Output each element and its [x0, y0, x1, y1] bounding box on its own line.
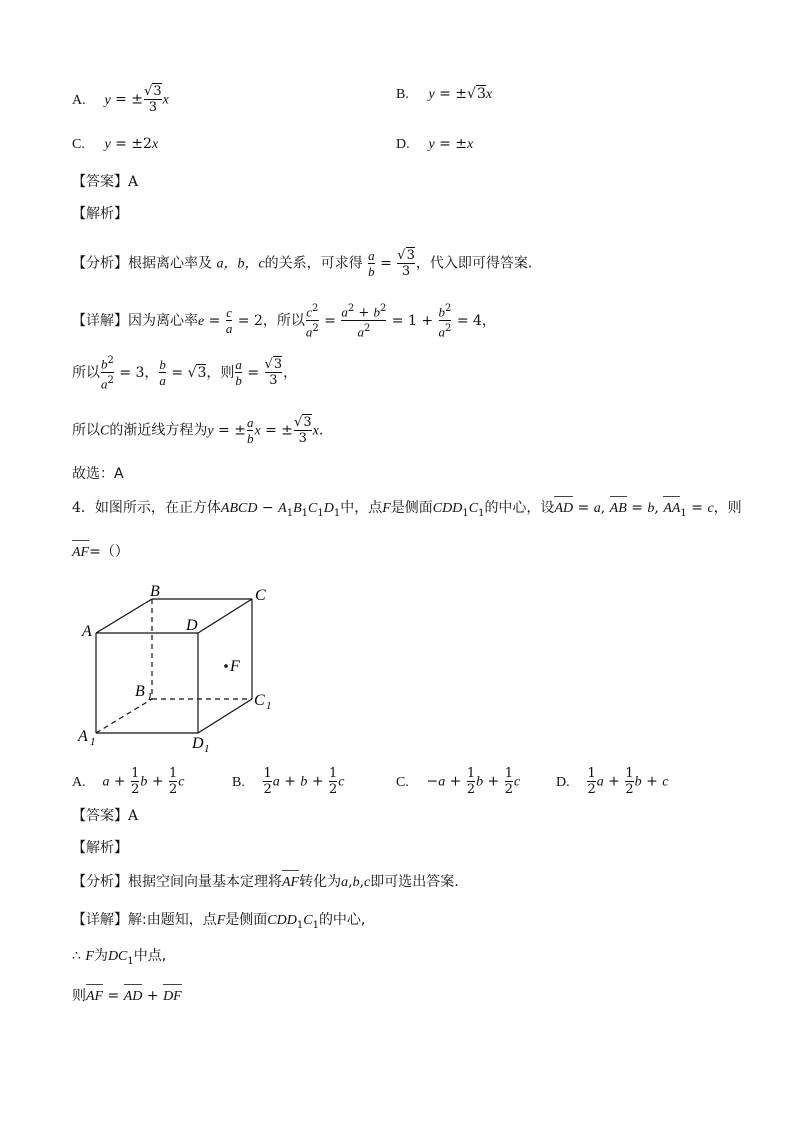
label-c1: C — [254, 692, 265, 709]
q3-option-d: D. y = ±x — [396, 136, 474, 152]
q4-stem-2: AF=（） — [72, 542, 129, 563]
cube-figure — [72, 578, 292, 753]
q3-asymptote: 所以C的渐近线方程为y = ± $\frac{a}{b}$ x = ± $\frac{√3}{3}$ x. — [72, 415, 324, 446]
q3-option-a: A. y = ± $\frac{√3}{3}$ x — [72, 84, 169, 115]
point-f — [224, 664, 228, 668]
q3-analysis-tag: 【解析】 — [72, 206, 128, 222]
q4-xiangjie: 【详解】解:由题知，点F是侧面$CDD_1C_1$的中心, — [72, 912, 366, 931]
label-a1: A — [78, 728, 88, 745]
label-a: A — [82, 623, 92, 640]
label-d1: D — [192, 735, 204, 752]
label-c1-sub: 1 — [266, 700, 272, 712]
label-d1-sub: 1 — [204, 743, 210, 753]
q3-answer: 【答案】A — [72, 174, 139, 190]
label-f: F — [230, 658, 240, 675]
q4-stem: 4．如图所示，在正方体ABCD − $A_1B_1C_1D_1$中，点F是侧面$CDD_1C_1$的中心，设AD = a, AB = b, $AA_1 = c$，则 — [72, 500, 742, 519]
q4-answer: 【答案】A — [72, 808, 139, 824]
label-b: B — [150, 583, 160, 600]
q3-line-b2a2: 所以 $\frac{b^2}{a^2}$ = 3， $\frac{b}{a}$ = √3，则 $\frac{a}{b}$ = $\frac{√3}{3}$ ， — [72, 355, 298, 392]
q4-option-c: C. −a + $\frac{1}{2}$ b + $\frac{1}{2}$ c — [396, 766, 521, 797]
label-b1-sub: 1 — [147, 691, 153, 703]
label-d: D — [186, 617, 198, 634]
q3-final-choice: 故选：A — [72, 466, 124, 482]
q4-analysis-tag: 【解析】 — [72, 840, 128, 856]
q3-xiangjie: 【详解】因为离心率e = $\frac{c}{a}$ = 2，所以 $\frac{c^2}{a^2}$ = $\frac{a^2 + b^2}{a^2}$ = 1 + $\frac{b^2}{a^2}$ = 4， — [72, 303, 496, 340]
label-c: C — [255, 587, 266, 604]
q4-vector-eq: 则AF = AD + DF — [72, 986, 182, 1007]
q4-option-a: A. a + $\frac{1}{2}$ b + $\frac{1}{2}$ c — [72, 766, 185, 797]
q4-option-d: D. $\frac{1}{2}$ a + $\frac{1}{2}$ b + c — [556, 766, 669, 797]
q4-option-b: B. $\frac{1}{2}$ a + b + $\frac{1}{2}$ c — [232, 766, 345, 797]
q4-midpoint: ∴ F为$DC_1$中点, — [72, 948, 167, 967]
q3-option-c: C. y = ±2x — [72, 136, 159, 152]
q3-fenxi: 【分析】根据离心率及 a，b，c的关系，可求得 $\frac{a}{b}$ = $\frac{√3}{3}$ ，代入即可得答案. — [72, 248, 533, 279]
q4-fenxi: 【分析】根据空间向量基本定理将AF转化为a,b,c即可选出答案. — [72, 872, 459, 893]
label-a1-sub: 1 — [90, 736, 96, 748]
q3-option-b: B. y = ±√3x — [396, 86, 493, 102]
label-b1: B — [135, 683, 145, 700]
